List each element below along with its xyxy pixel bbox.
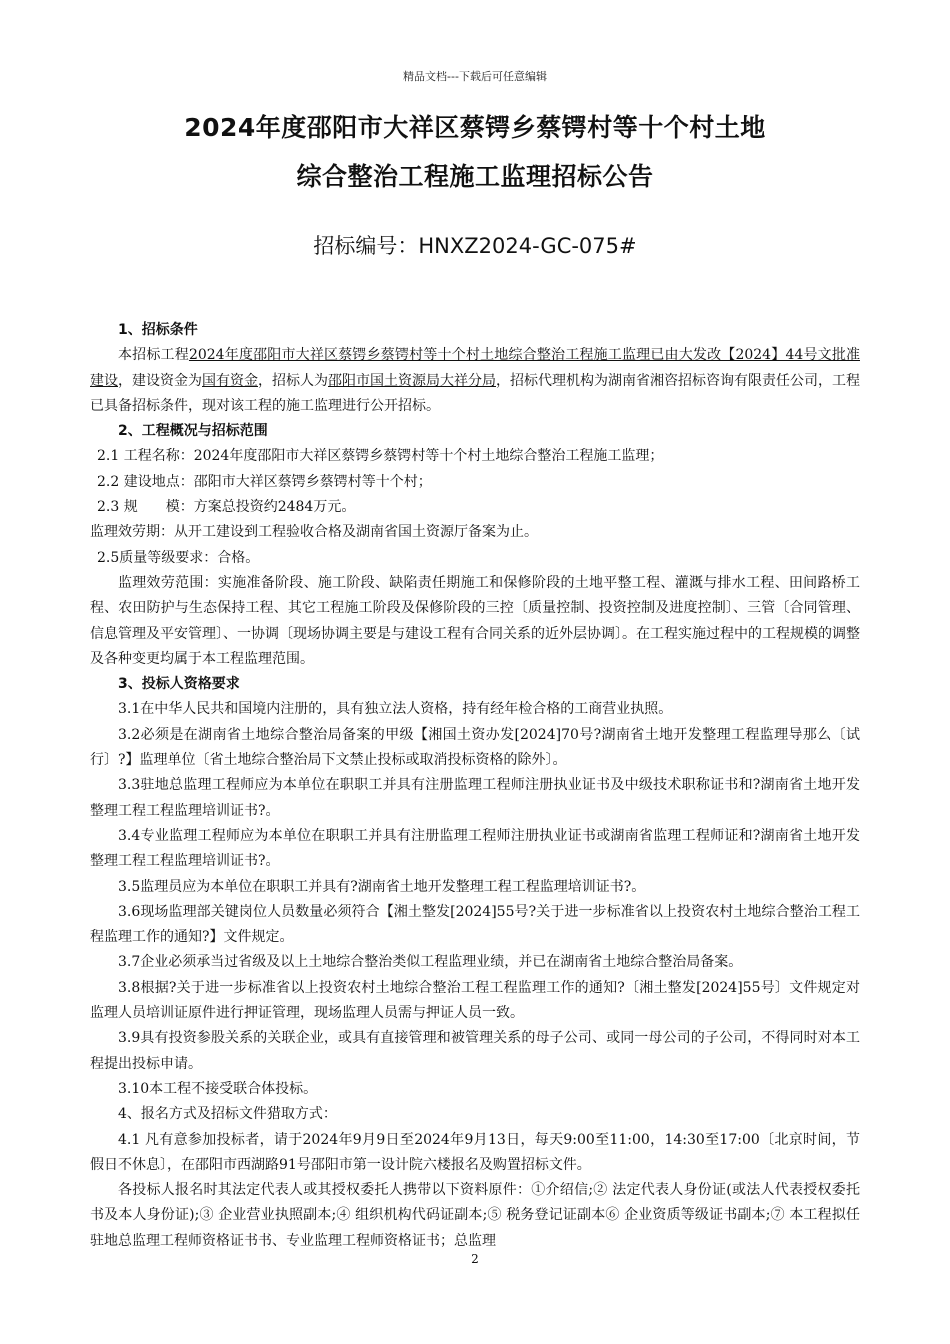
qualification-item: 3.1在中华人民共和国境内注册的，具有独立法人资格，持有经年检合格的工商营业执照。 [118, 701, 673, 718]
qualification-item: 3.6现场监理部关键岗位人员数量必须符合【湘土整发[2024]55号?关于进一步标准省以上投资农村土地综合整治工程工程监理工作的通知?】文件规定。 [90, 903, 860, 946]
qualification-item: 3.8根据?关于进一步标准省以上投资农村土地综合整治工程工程监理工作的通知?〔湘土整发[2024]55号〕文件规定对监理人员培训证原件进行押证管理，现场监理人员需与押证人员一致。 [90, 979, 860, 1022]
qualification-item: 3.5监理员应为本单位在职职工并具有?湖南省土地开发整理工程工程监理培训证书?。 [118, 878, 646, 895]
page-number: 2 [471, 1252, 479, 1266]
project-location-line: 2.2 建设地点：邵阳市大祥区蔡锷乡蔡锷村等十个村； [97, 473, 432, 490]
service-period-line: 监理效劳期：从开工建设到工程验收合格及湖南省国土资源厅备案为止。 [90, 524, 538, 541]
qualification-item: 3.3驻地总监理工程师应为本单位在职职工并具有注册监理工程师注册执业证书及中级技术职称证书和?湖南省土地开发整理工程工程监理培训证书?。 [90, 777, 860, 819]
text-run: 本招标工程 [118, 347, 189, 364]
text-run: ，招标人为 [258, 372, 328, 389]
document-body [90, 318, 860, 1254]
service-scope-paragraph: 监理效劳范围：实施准备阶段、施工阶段、缺陷责任期施工和保修阶段的土地平整工程、灌溉与排水工程、田间路桥工程、农田防护与生态保持工程、其它工程施工阶段及保修阶段的三控〔质量控制、投资控制及进度控制〕、三管〔合同管理、信息管理及平安管理〕、一协调〔现场协调主要是与建设工程有合同关系的近外层协调〕。在工程实施过程中的工程规模的调整及各种变更均属于本工程监理范围。 [90, 574, 860, 667]
document-title-line2: 综合整治工程施工监理招标公告 [296, 162, 654, 191]
section-heading-3: 3、投标人资格要求 [118, 676, 240, 693]
project-name-line: 2.1 工程名称：2024年度邵阳市大祥区蔡锷乡蔡锷村等十个村土地综合整治工程施工监理； [97, 448, 664, 465]
section-heading-1: 1、招标条件 [118, 322, 198, 338]
bid-number: 招标编号：HNXZ2024-GC-075# [313, 234, 637, 258]
quality-requirement-line: 2.5质量等级要求：合格。 [97, 549, 260, 566]
qualification-item: 3.10本工程不接受联合体投标。 [118, 1080, 318, 1097]
section-1-paragraph [90, 343, 860, 419]
section-heading-4: 4、报名方式及招标文件猎取方式： [118, 1106, 337, 1123]
underlined-owner: 邵阳市国土资源局大祥分局 [328, 372, 496, 389]
text-run: ，建设资金为 [118, 372, 202, 389]
qualification-item: 3.9具有投资参股关系的关联企业，或具有直接管理和被管理关系的母子公司、或同一母公司的子公司，不得同时对本工程提出投标申请。 [90, 1030, 860, 1072]
qualification-item: 3.2必须是在湖南省土地综合整治局备案的甲级【湘国土资办发[2024]70号?湖南省土地开发整理工程监理导那么〔试行〕?】监理单位〔省土地综合整治局下文禁止投标或取消投标资格的除外〕。 [90, 726, 860, 769]
qualification-item: 3.4专业监理工程师应为本单位在职职工并具有注册监理工程师注册执业证书或湖南省监理工程师证和?湖南省土地开发整理工程工程监理培训证书?。 [90, 827, 860, 870]
required-documents-paragraph: 各投标人报名时其法定代表人或其授权委托人携带以下资料原件：①介绍信;② 法定代表人身份证(或法人代表授权委托书及本人身份证);③ 企业营业执照副本;④ 组织机构代码证副本;⑤ 税务登记证副本⑥ 企业资质等级证书副本;⑦ 本工程拟任驻地总监理工程师资格证书书、专业监理工程师资格证书；总监理 [90, 1182, 860, 1249]
page-header-note: 精品文档---下载后可任意编辑 [403, 70, 547, 83]
underlined-project-name: 2024年度邵阳市大祥区蔡锷乡蔡锷村等十个村土地综合整治工程施工监理已由大发改【2024】44号文批准建设 [90, 347, 860, 389]
registration-paragraph: 4.1 凡有意参加投标者，请于2024年9月9日至2024年9月13日，每天9:00至11:00，14:30至17:00〔北京时间，节假日不休息〕，在邵阳市西湖路91号邵阳市第一设计院六楼报名及购置招标文件。 [90, 1131, 860, 1173]
document-title-line1: 2024年度邵阳市大祥区蔡锷乡蔡锷村等十个村土地 [184, 113, 766, 142]
text-run: ，招标代理机构为湖南省湘咨招标咨询有限责任公司，工程已具备招标条件，现对该工程的施工监理进行公开招标。 [90, 372, 860, 414]
qualification-item: 3.7企业必须承当过省级及以上土地综合整治类似工程监理业绩，并已在湖南省土地综合整治局备案。 [118, 954, 743, 971]
underlined-fund-source: 国有资金 [202, 372, 258, 389]
project-scale-line: 2.3 规 模：方案总投资约2484万元。 [97, 499, 356, 516]
section-heading-2: 2、工程概况与招标范围 [118, 423, 268, 440]
